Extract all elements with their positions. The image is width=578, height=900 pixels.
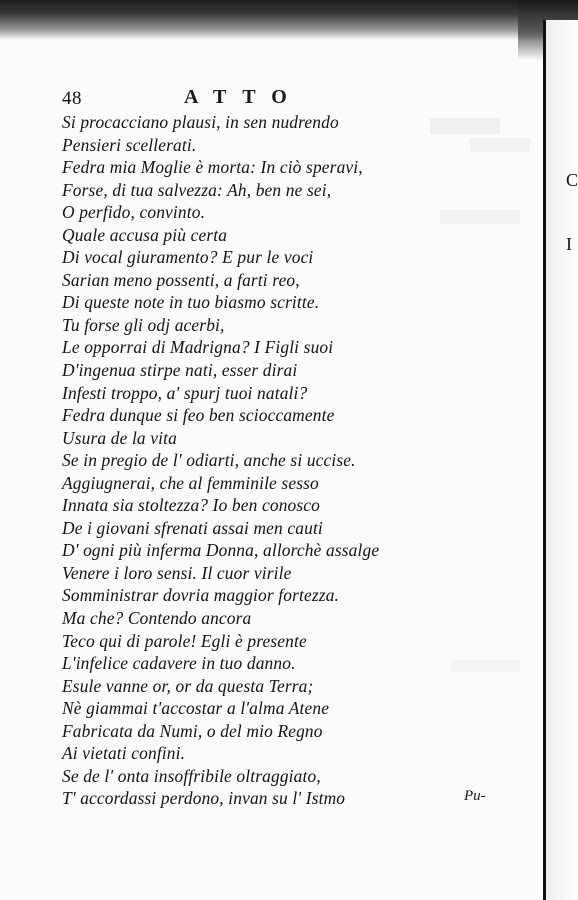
verse-line: Fabricata da Numi, o del mio Regno xyxy=(62,720,323,741)
verse-line: D'ingenua stirpe nati, esser dirai xyxy=(62,360,298,381)
catchword: Pu- xyxy=(464,788,486,804)
book-binding-edge xyxy=(543,20,546,900)
verse-line: Pensieri scellerati. xyxy=(62,134,197,155)
verse-line: D' ogni più inferma Donna, allorchè assalge xyxy=(62,540,380,561)
page-number: 48 xyxy=(62,88,82,109)
facing-page-letter: I xyxy=(566,234,572,254)
verse-line: Innata sia stoltezza? Io ben conosco xyxy=(62,495,321,516)
verse-line: Aggiugnerai, che al femminile sesso xyxy=(62,472,319,493)
verse-line: Fedra mia Moglie è morta: In ciò speravi, xyxy=(62,157,363,178)
verse-line: Forse, di tua salvezza: Ah, ben ne sei, xyxy=(62,179,332,200)
page-header xyxy=(62,88,522,112)
verse-line: Venere i loro sensi. Il cuor virile xyxy=(62,562,292,583)
facing-page-margin xyxy=(546,20,578,900)
verse-line: Le opporrai di Madrigna? I Figli suoi xyxy=(62,337,334,358)
verse-line: Ai vietati confini. xyxy=(62,743,186,764)
verse-line: Esule vanne or, or da questa Terra; xyxy=(62,675,314,696)
verse-line: Di queste note in tuo biasmo scritte. xyxy=(62,292,320,313)
running-head: ATTO xyxy=(184,86,303,108)
facing-page-letter: C xyxy=(566,170,578,190)
verse-line: Di vocal giuramento? E pur le voci xyxy=(62,247,314,268)
verse-line: Si procacciano plausi, in sen nudrendo xyxy=(62,112,339,132)
top-shadow xyxy=(0,0,560,40)
verse-line: Tu forse gli odj acerbi, xyxy=(62,314,225,335)
verse-line: Quale accusa più certa xyxy=(62,224,228,245)
verse-line: L'infelice cadavere in tuo danno. xyxy=(62,653,296,674)
verse-line: Somministrar dovria maggior fortezza. xyxy=(62,585,340,606)
verse-block xyxy=(62,111,482,810)
verse-line: Sarian meno possenti, a farti reo, xyxy=(62,269,300,290)
verse-line: Ma che? Contendo ancora xyxy=(62,608,252,629)
verse-line: Usura de la vita xyxy=(62,427,177,448)
verse-line: Nè giammai t'accostar a l'alma Atene xyxy=(62,698,330,719)
verse-line: O perfido, convinto. xyxy=(62,202,206,223)
verse-line: Teco qui di parole! Egli è presente xyxy=(62,630,307,651)
verse-line: De i giovani sfrenati assai men cauti xyxy=(62,517,323,538)
verse-line: Se in pregio de l' odiarti, anche si uccise. xyxy=(62,450,356,471)
verse-line: Infesti troppo, a' spurj tuoi natali? xyxy=(62,382,308,403)
verse-line: T' accordassi perdono, invan su l' Istmo xyxy=(62,788,346,809)
verse-line: Se de l' onta insoffribile oltraggiato, xyxy=(62,765,321,786)
verse-line: Fedra dunque si feo ben scioccamente xyxy=(62,405,335,426)
